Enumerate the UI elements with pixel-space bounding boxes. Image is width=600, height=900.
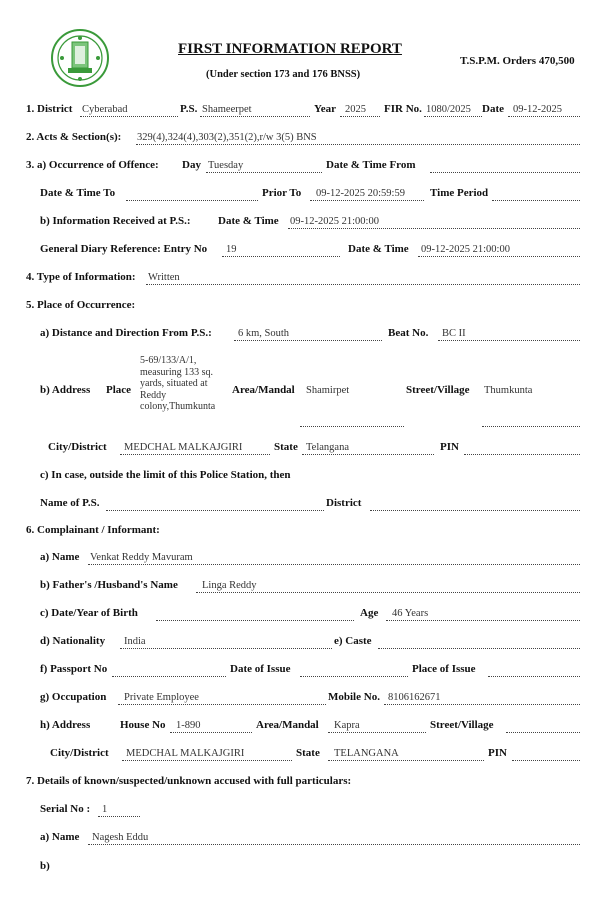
place-of-occurrence-label: 5. Place of Occurrence: [26,299,136,311]
place-label: Place [106,384,132,396]
fir-date-value: 09-12-2025 [513,104,562,115]
gd-datetime-label: Date & Time [348,243,409,255]
acts-label: 2. Acts & Section(s): [26,131,122,143]
time-period-label: Time Period [430,187,489,199]
accused-b-label: b) [40,860,50,872]
fir-no-value: 1080/2025 [426,104,471,115]
beat-no-label: Beat No. [388,327,429,339]
complainant-state-label: State [296,747,320,759]
fir-no-label: FIR No. [384,103,422,115]
district-label: 1. District [26,103,73,115]
city-district-value: MEDCHAL MALKAJGIRI [124,442,243,453]
complainant-street-label: Street/Village [430,719,494,731]
complainant-name-label: a) Name [40,551,80,563]
year-value: 2025 [345,104,366,115]
accused-name-value: Nagesh Eddu [92,832,149,843]
gd-datetime-value: 09-12-2025 21:00:00 [421,244,510,255]
name-of-ps-label: Name of P.S. [40,497,100,509]
outside-district-label: District [326,497,362,509]
page-subtitle: (Under section 173 and 176 BNSS) [206,69,361,80]
info-type-value: Written [148,272,180,283]
complainant-city-label: City/District [50,747,109,759]
place-value: 5-69/133/A/1, measuring 133 sq. yards, situated at Reddy colony,Thumkunta [140,355,216,412]
complainant-label: 6. Complainant / Informant: [26,524,160,536]
nationality-label: d) Nationality [40,635,106,647]
beat-no-value: BC II [442,328,466,339]
acts-value: 329(4),324(4),303(2),351(2),r/w 3(5) BNS [137,132,317,143]
ps-value: Shameerpet [202,104,252,115]
info-type-label: 4. Type of Information: [26,271,136,283]
serial-no-value: 1 [102,804,108,815]
complainant-name-value: Venkat Reddy Mavuram [90,552,193,563]
father-name-value: Linga Reddy [202,580,257,591]
nationality-value: India [124,636,146,647]
complainant-area-label: Area/Mandal [256,719,319,731]
complainant-area-value: Kapra [334,720,360,731]
area-mandal-value: Shamirpet [306,385,350,396]
accused-name-label: a) Name [40,831,80,843]
occupation-value: Private Employee [124,692,199,703]
date-time-from-label: Date & Time From [326,159,416,171]
city-district-label: City/District [48,441,107,453]
state-label: State [274,441,298,453]
age-label: Age [360,607,379,619]
telangana-emblem-icon [50,28,110,88]
date-time-to-label: Date & Time To [40,187,116,199]
info-received-datetime-value: 09-12-2025 21:00:00 [290,216,379,227]
year-label: Year [314,103,336,115]
place-of-issue-label: Place of Issue [412,663,476,675]
age-value: 46 Years [392,608,429,619]
street-village-label: Street/Village [406,384,470,396]
dob-label: c) Date/Year of Birth [40,607,138,619]
info-received-label: b) Information Received at P.S.: [40,215,191,227]
passport-label: f) Passport No [40,663,108,675]
gd-entry-label: General Diary Reference: Entry No [40,243,208,255]
day-value: Tuesday [208,160,244,171]
area-mandal-label: Area/Mandal [232,384,295,396]
outside-limit-label: c) In case, outside the limit of this Police Station, then [40,469,291,481]
mobile-value: 8106162671 [388,692,441,703]
ps-label: P.S. [180,103,198,115]
occupation-label: g) Occupation [40,691,107,703]
gd-entry-value: 19 [226,244,237,255]
orders-reference: T.S.P.M. Orders 470,500 [460,55,575,67]
accused-details-label: 7. Details of known/suspected/unknown accused with full particulars: [26,775,352,787]
info-received-datetime-label: Date & Time [218,215,279,227]
complainant-city-value: MEDCHAL MALKAJGIRI [126,748,245,759]
fir-date-label: Date [482,103,504,115]
district-value: Cyberabad [82,104,128,115]
serial-no-label: Serial No : [40,803,91,815]
street-village-value: Thumkunta [484,385,533,396]
house-no-label: House No [120,719,166,731]
date-of-issue-label: Date of Issue [230,663,291,675]
distance-value: 6 km, South [238,328,290,339]
distance-label: a) Distance and Direction From P.S.: [40,327,212,339]
day-label: Day [182,159,201,171]
pin-label: PIN [440,441,459,453]
caste-label: e) Caste [334,635,372,647]
father-name-label: b) Father's /Husband's Name [40,579,178,591]
occurrence-label: 3. a) Occurrence of Offence: [26,159,159,171]
address-label: b) Address [40,384,91,396]
state-value: Telangana [306,442,349,453]
page-title: FIRST INFORMATION REPORT [178,41,402,57]
prior-to-value: 09-12-2025 20:59:59 [316,188,405,199]
complainant-address-label: h) Address [40,719,91,731]
house-no-value: 1-890 [176,720,201,731]
prior-to-label: Prior To [262,187,302,199]
complainant-state-value: TELANGANA [334,748,399,759]
mobile-label: Mobile No. [328,691,380,703]
complainant-pin-label: PIN [488,747,507,759]
